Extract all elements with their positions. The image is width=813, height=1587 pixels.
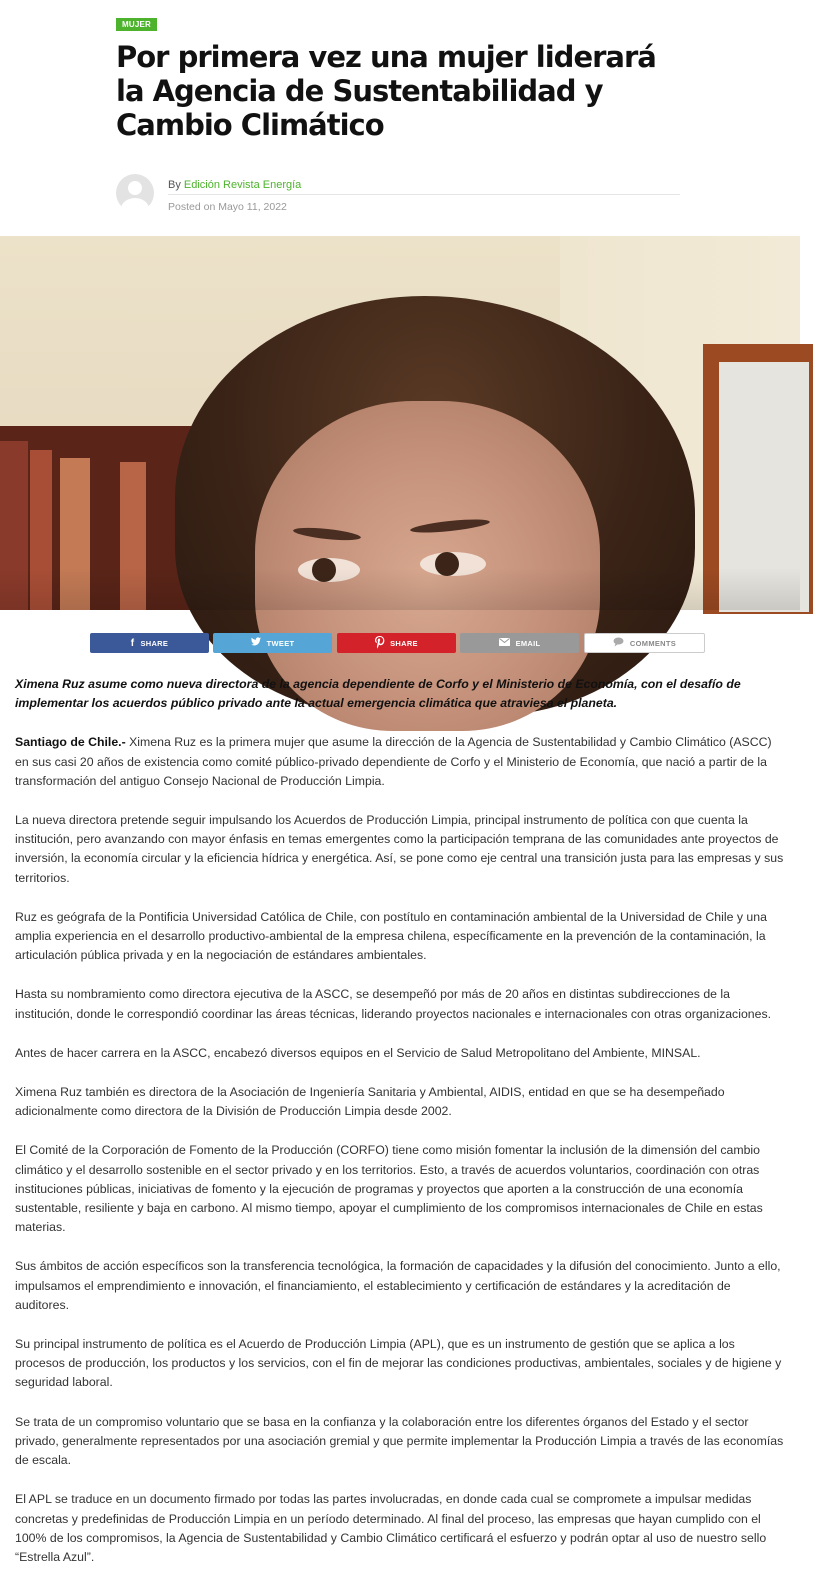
featured-image	[0, 236, 800, 610]
twitter-share-button[interactable]	[213, 633, 332, 653]
paragraph-5: Antes de hacer carrera en la ASCC, encabezó diversos equipos en el Servicio de Salud Metropolitano del Ambiente, MINSAL.	[15, 1045, 701, 1060]
pinterest-share-button[interactable]	[337, 633, 456, 653]
posted-date: Posted on Mayo 11, 2022	[168, 201, 287, 213]
author-link[interactable]: Edición Revista Energía	[183, 179, 302, 191]
category-badge[interactable]: MUJER	[116, 18, 157, 31]
paragraph-6: Ximena Ruz también es directora de la Asociación de Ingeniería Sanitaria y Ambiental, AIDIS, entidad en que se ha desempeñado adicionalmente como directora de la División de Producción Limpia desde 2002.	[15, 1085, 725, 1119]
pinterest-icon	[375, 636, 384, 650]
paragraph-9: Su principal instrumento de política es el Acuerdo de Producción Limpia (APL), que es un instrumento de gestión que se aplica a los procesos de producción, los productos y los servicios, con el fin de mejorar las condiciones productivas, ambientales, sociales y de higiene y seguridad laboral.	[15, 1337, 782, 1390]
twitter-icon	[251, 637, 261, 649]
paragraph-2: La nueva directora pretende seguir impulsando los Acuerdos de Producción Limpia, principal instrumento de política con que cuenta la institución, pero avanzando con mayor énfasis en temas emergentes como la participación temprana de las comunidades ante proyectos de inversión, la economía circular y la eficiencia hídrica y energética. Así, se pone como eje central una transición justa para las empresas y sus territorios.	[15, 813, 784, 885]
paragraph-11: El APL se traduce en un documento firmado por todas las partes involucradas, en donde cada cual se compromete a impulsar medidas concretas y predefinidas de Producción Limpia en un período determinado. Al final del proceso, las empresas que hayan cumplido con el 100% de los compromisos, la Agencia de Sustentabilidad y Cambio Climático certificará el esfuerzo y podrán optar al uso de nuestro sello “Estrella Azul”.	[15, 1492, 767, 1564]
paragraph-4: Hasta su nombramiento como directora ejecutiva de la ASCC, se desempeñó por más de 20 años en distintas subdirecciones de la institución, donde le correspondió coordinar las áreas técnicas, liderando proyectos nacionales e internacionales con otras organizaciones.	[15, 987, 772, 1021]
paragraph-1-text: Ximena Ruz es la primera mujer que asume la dirección de la Agencia de Sustentabilidad y Cambio Climático (ASCC) en sus casi 20 años de existencia como comité público-privado dependiente de Corfo y el Ministerio de Economía, que nació a partir de la transformación del antiguo Consejo Nacional de Producción Limpia.	[15, 735, 772, 788]
avatar-icon[interactable]	[116, 174, 154, 212]
dateline: Santiago de Chile.-	[15, 735, 126, 750]
article-body	[15, 675, 785, 1587]
twitter-share-label: TWEET	[266, 638, 295, 648]
facebook-share-label: SHARE	[140, 638, 169, 648]
facebook-icon: f	[130, 637, 135, 649]
article-title: Por primera vez una mujer liderará la Agencia de Sustentabilidad y Cambio Climático	[116, 40, 656, 142]
paragraph-7: El Comité de la Corporación de Fomento de la Producción (CORFO) tiene como misión fomentar la inclusión de la dimensión del cambio climático y el desarrollo sostenible en el sector privado y en los territorios. Esto, a través de acuerdos voluntarios, coordinación con otras instituciones públicas, iniciativas de fomento y la ejecución de programas y proyectos que aporten a la construcción de una economía sustentable, resiliente y baja en carbono. Al mismo tiempo, apoyar el cumplimiento de los compromisos internacionales de Chile en estas materias.	[15, 1143, 763, 1235]
byline	[116, 174, 680, 214]
pinterest-share-label: SHARE	[390, 638, 418, 648]
email-icon	[499, 638, 510, 649]
paragraph-10: Se trata de un compromiso voluntario que se basa en la confianza y la colaboración entre los diferentes órganos del Estado y el sector privado, generalmente representados por una asociación gremial y que permite implementar la Producción Limpia a través de las economías de escala.	[15, 1414, 784, 1468]
share-bar	[90, 633, 710, 653]
paragraph-3: Ruz es geógrafa de la Pontificia Universidad Católica de Chile, con postítulo en contaminación ambiental de la Universidad de Chile y una amplia experiencia en el desarrollo productivo-ambiental de la empresa chilena, específicamente en la prevención de la contaminación, la articulación pública privada y en la negociación de estándares ambientales.	[15, 909, 767, 963]
paragraph-1	[15, 733, 785, 791]
comments-button[interactable]	[584, 633, 705, 653]
email-share-label: EMAIL	[515, 638, 541, 648]
comments-label: COMMENTS	[629, 638, 677, 648]
article-lead: Ximena Ruz asume como nueva directora de la agencia dependiente de Corfo y el Ministerio de Economía, con el desafío de implementar los acuerdos público privado ante la actual emergencia climática que atraviesa el planeta.	[15, 677, 741, 711]
article-header	[116, 12, 680, 142]
email-share-button[interactable]	[460, 633, 579, 653]
author-line	[168, 179, 680, 195]
paragraph-8: Sus ámbitos de acción específicos son la transferencia tecnológica, la formación de capacidades y la difusión del conocimiento. Junto a ello, impulsamos el emprendimiento e innovación, el financiamiento, el establecimiento y certificación de estándares y la acreditación de auditores.	[15, 1259, 781, 1312]
byline-prefix: By	[168, 179, 181, 191]
comments-icon	[613, 637, 624, 650]
facebook-share-button[interactable]	[90, 633, 209, 653]
